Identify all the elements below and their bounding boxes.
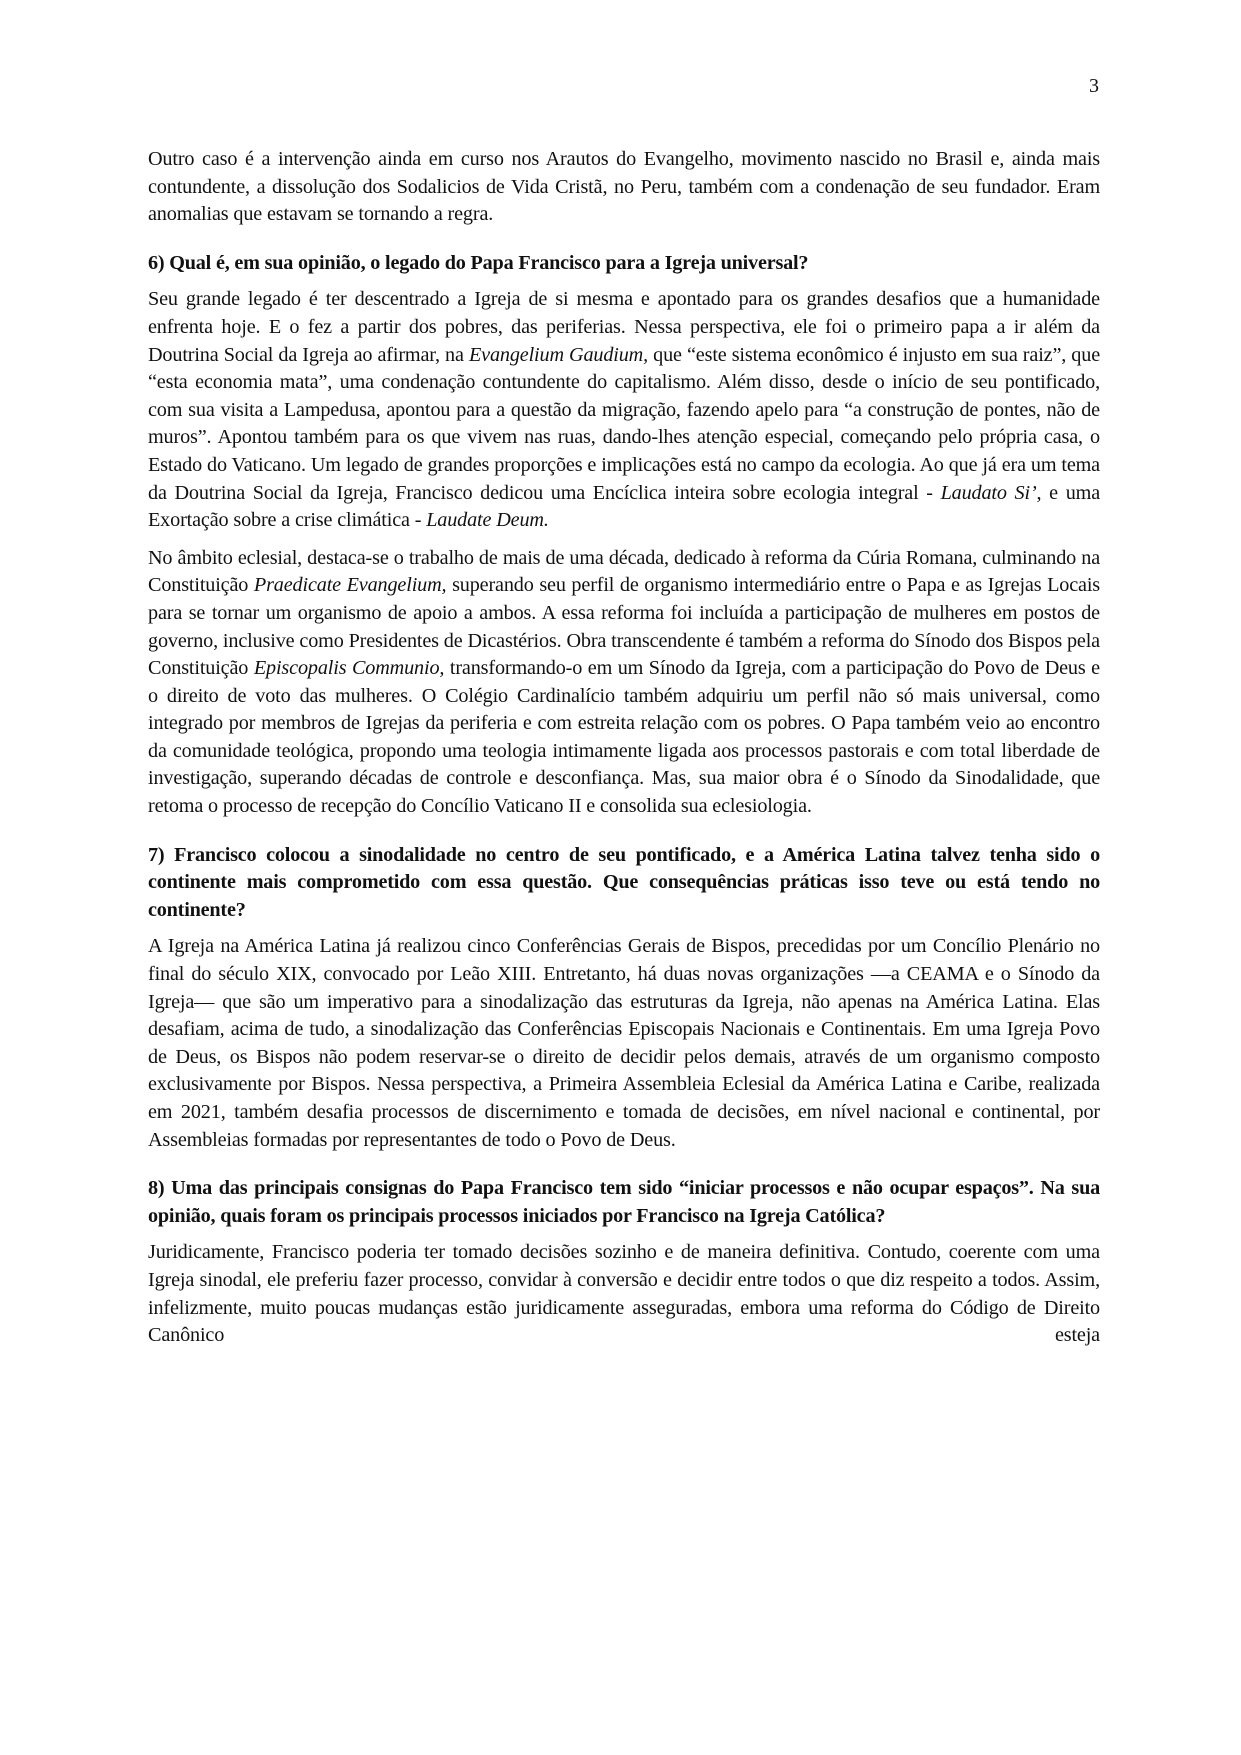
italic-title-episcopalis-communio: Episcopalis Communio, [253, 657, 445, 680]
italic-title-laudate-deum: Laudate Deum. [426, 509, 549, 532]
italic-title-praedicate-evangelium: Praedicate Evangelium, [253, 574, 447, 597]
text-run: No âmbito eclesial, destaca-se o trabalho de mais de uma década, dedicado à reforma da Cúria Romana, culminando na Constituição [148, 546, 1100, 597]
text-run: que “este sistema econômico é injusto em sua raiz”, que “esta economia mata”, uma condenação contundente do capitalismo. Além disso, desde o início de seu pontificado, com sua visita a Lampedusa, apontou para a questão da migração, fazendo apelo para “a construção de pontes, não de muros”. Apontou também para os que vivem nas ruas, dando-lhes atenção especial, começando pelo própria casa, o Estado do Vaticano. Um legado de grandes proporções e implicações está no campo da ecologia. Ao que já era um tema da Doutrina Social da Igreja, Francisco dedicou uma Encíclica inteira sobre ecologia integral - [148, 343, 1101, 504]
italic-title-evangelium-gaudium: Evangelium Gaudium, [468, 343, 649, 366]
answer-6-paragraph-1 [148, 286, 1100, 534]
question-8: 8) Uma das principais consignas do Papa Francisco tem sido “iniciar processos e não ocupar espaços”. Na sua opinião, quais foram os principais processos iniciados por Francisco na Igreja Católica? [148, 1177, 1100, 1227]
text-run: transformando-o em um Sínodo da Igreja, com a participação do Povo de Deus e o direito de voto das mulheres. O Colégio Cardinalício também adquiriu um perfil não só mais universal, como integrado por membros de Igrejas da periferia e com estreita relação com os pobres. O Papa também veio ao encontro da comunidade teológica, propondo uma teologia intimamente ligada aos processos pastorais e com total liberdade de investigação, superando décadas de controle e desconfiança. Mas, sua maior obra é o Sínodo da Sinodalidade, que retoma o processo de recepção do Concílio Vaticano II e consolida sua eclesiologia. [148, 657, 1100, 818]
answer-8: Juridicamente, Francisco poderia ter tomado decisões sozinho e de maneira definitiva. Contudo, coerente com uma Igreja sinodal, ele preferiu fazer processo, convidar à conversão e decidir entre todos o que diz respeito a todos. Assim, infelizmente, muito poucas mudanças estão juridicamente asseguradas, embora uma reforma do Código de Direito Canônico esteja [148, 1241, 1100, 1347]
answer-6-paragraph-2 [148, 545, 1100, 821]
intro-paragraph: Outro caso é a intervenção ainda em curso nos Arautos do Evangelho, movimento nascido no Brasil e, ainda mais contundente, a dissolução dos Sodalicios de Vida Cristã, no Peru, também com a condenação de seu fundador. Eram anomalias que estavam se tornando a regra. [148, 148, 1100, 226]
text-run: , e uma Exortação sobre a crise climática - [148, 481, 1101, 532]
text-run: superando seu perfil de organismo intermediário entre o Papa e as Igrejas Locais para se tornar um organismo de apoio a ambos. A essa reforma foi incluída a participação de mulheres em postos de governo, inclusive como Presidentes de Dicastérios. Obra transcendente é também a reforma do Sínodo dos Bispos pela Constituição [148, 574, 1100, 680]
page-number: 3 [1089, 75, 1099, 97]
document-body [148, 146, 1100, 1350]
question-6: 6) Qual é, em sua opinião, o legado do Papa Francisco para a Igreja universal? [148, 251, 809, 274]
answer-7: A Igreja na América Latina já realizou cinco Conferências Gerais de Bispos, precedidas por um Concílio Plenário no final do século XIX, convocado por Leão XIII. Entretanto, há duas novas organizações —a CEAMA e o Sínodo da Igreja— que são um imperativo para a sinodalização das estruturas da Igreja, não apenas na América Latina. Elas desafiam, acima de tudo, a sinodalização das Conferências Episcopais Nacionais e Continentais. Em uma Igreja Povo de Deus, os Bispos não podem reservar-se o direito de decidir pelos demais, através de um organismo composto exclusivamente por Bispos. Nessa perspectiva, a Primeira Assembleia Eclesial da América Latina e Caribe, realizada em 2021, também desafia processos de discernimento e tomada de decisões, em nível nacional e continental, por Assembleias formadas por representantes de todo o Povo de Deus. [148, 935, 1100, 1151]
text-run: Seu grande legado é ter descentrado a Igreja de si mesma e apontado para os grandes desafios que a humanidade enfrenta hoje. E o fez a partir dos pobres, das periferias. Nessa perspectiva, ele foi o primeiro papa a ir além da Doutrina Social da Igreja ao afirmar, na [148, 288, 1100, 366]
italic-title-laudato-si: Laudato Si’ [940, 481, 1037, 504]
question-7: 7) Francisco colocou a sinodalidade no centro de seu pontificado, e a América Latina talvez tenha sido o continente mais comprometido com essa questão. Que consequências práticas isso teve ou está tendo no continente? [148, 843, 1100, 921]
